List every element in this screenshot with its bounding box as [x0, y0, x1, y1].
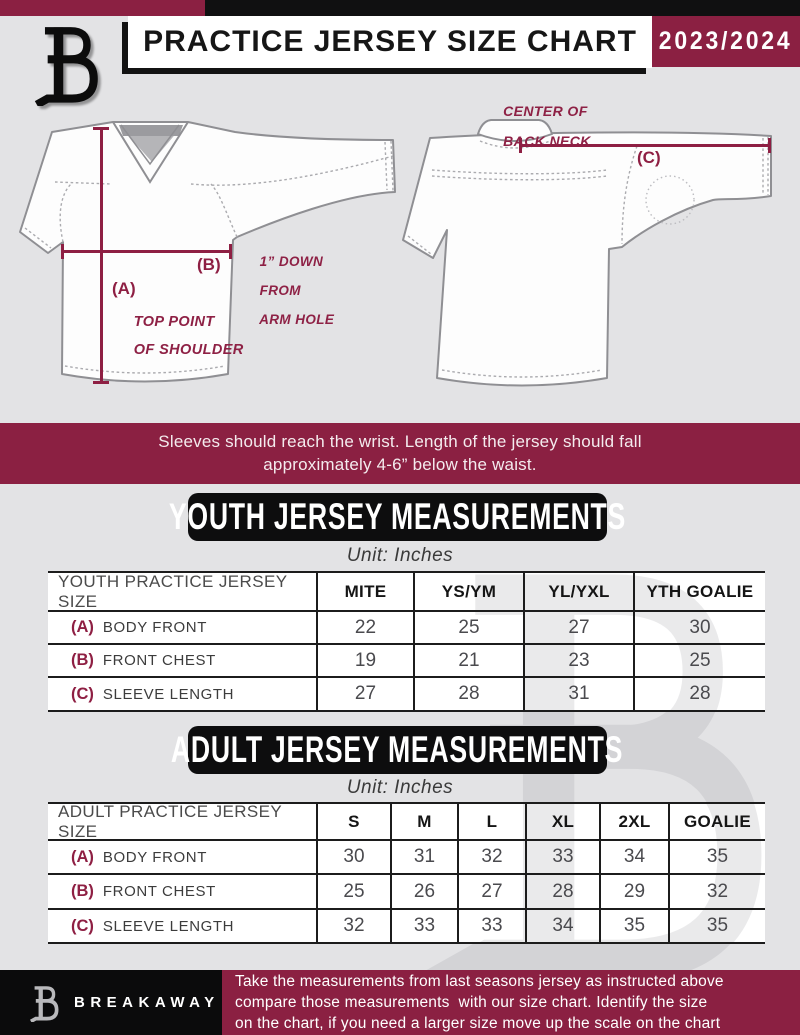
row-label: [48, 873, 316, 908]
row-label: [48, 610, 316, 643]
size-value: 28: [525, 873, 599, 908]
footer-instructions: [222, 970, 800, 1035]
column-header-goalie: GOALIE: [668, 804, 765, 839]
fit-note-line-2: approximately 4-6” below the waist.: [263, 455, 537, 474]
size-value: 21: [413, 643, 523, 676]
column-header-m: M: [390, 804, 457, 839]
row-name: FRONT CHEST: [102, 883, 216, 900]
fit-note-banner: [0, 423, 800, 484]
column-header-mite: MITE: [316, 573, 413, 610]
size-value: 33: [457, 908, 525, 942]
measure-a-line: [100, 129, 103, 383]
youth-size-table: [48, 571, 765, 712]
breakaway-b-logo-icon: [30, 22, 106, 106]
size-value: 30: [633, 610, 765, 643]
row-name: BODY FRONT: [102, 619, 207, 636]
adult-unit-label: Unit: Inches: [346, 777, 454, 798]
size-value: 26: [390, 873, 457, 908]
size-value: 34: [599, 839, 668, 873]
footer-note-line: Take the measurements from last seasons jersey as instructed above: [235, 973, 724, 990]
measure-b-cap-left: [61, 244, 64, 259]
youth-section-banner: [168, 493, 627, 541]
column-header-l: L: [457, 804, 525, 839]
size-value: 27: [316, 676, 413, 710]
measure-c-cap-right: [768, 138, 771, 153]
size-value: 33: [390, 908, 457, 942]
row-key: (C): [71, 916, 94, 935]
breakaway-b-logo-icon: [28, 984, 62, 1022]
season-label: 2023/2024: [659, 27, 793, 55]
size-value: 25: [633, 643, 765, 676]
brand-name: BREAKAWAY: [74, 994, 220, 1011]
adult-table-grid: [48, 804, 765, 942]
size-value: 23: [523, 643, 633, 676]
size-value: 29: [599, 873, 668, 908]
page-title: PRACTICE JERSEY SIZE CHART: [143, 25, 637, 58]
size-value: 33: [525, 839, 599, 873]
row-key: (A): [71, 847, 94, 866]
fit-note-line-1: Sleeves should reach the wrist. Length of the jersey should fall: [158, 432, 642, 451]
label-a: (A): [112, 279, 136, 298]
column-header-2xl: 2XL: [599, 804, 668, 839]
column-header-yl-yxl: YL/YXL: [523, 573, 633, 610]
label-c-note: CENTER OF BACK NECK: [503, 103, 591, 149]
footer: [0, 970, 800, 1035]
top-maroon-strip: [0, 0, 205, 16]
size-value: 32: [457, 839, 525, 873]
youth-banner-title: YOUTH JERSEY MEASUREMENTS: [168, 496, 627, 537]
size-value: 25: [413, 610, 523, 643]
measure-a-cap-top: [93, 127, 109, 130]
column-header-s: S: [316, 804, 390, 839]
adult-banner-title: ADULT JERSEY MEASUREMENTS: [171, 729, 624, 770]
measure-b-line: [62, 250, 232, 253]
size-value: 28: [633, 676, 765, 710]
column-header-yth-goalie: YTH GOALIE: [633, 573, 765, 610]
season-badge: [652, 16, 800, 67]
size-value: 19: [316, 643, 413, 676]
label-b: (B): [197, 255, 221, 274]
size-value: 27: [523, 610, 633, 643]
column-header-xl: XL: [525, 804, 599, 839]
row-label: [48, 643, 316, 676]
row-key: (B): [71, 882, 94, 900]
row-label: [48, 839, 316, 873]
top-black-strip: [205, 0, 800, 16]
title-bar: [128, 16, 652, 68]
table-size-header: ADULT PRACTICE JERSEY SIZE: [58, 802, 282, 841]
row-key: (B): [71, 651, 94, 669]
row-key: (A): [71, 618, 94, 636]
size-value: 30: [316, 839, 390, 873]
adult-size-table: [48, 802, 765, 944]
measure-b-cap-right: [229, 244, 232, 259]
row-label: [48, 676, 316, 710]
size-value: 32: [316, 908, 390, 942]
row-name: BODY FRONT: [102, 848, 207, 866]
size-value: 34: [525, 908, 599, 942]
footer-note-line: compare those measurements with our size chart. Identify the size: [235, 994, 708, 1011]
table-size-header: YOUTH PRACTICE JERSEY SIZE: [58, 571, 288, 611]
row-name: SLEEVE LENGTH: [102, 685, 235, 703]
measure-a-cap-bottom: [93, 381, 109, 384]
size-value: 32: [668, 873, 765, 908]
size-value: 35: [668, 839, 765, 873]
adult-section-banner: [171, 726, 624, 774]
label-c: (C): [637, 148, 661, 167]
size-value: 28: [413, 676, 523, 710]
size-value: 31: [390, 839, 457, 873]
youth-table-grid: [48, 573, 765, 710]
row-label: [48, 908, 316, 942]
row-name: FRONT CHEST: [102, 652, 216, 669]
size-value: 35: [599, 908, 668, 942]
label-a-note: TOP POINT OF SHOULDER: [133, 314, 244, 358]
size-value: 25: [316, 873, 390, 908]
size-value: 35: [668, 908, 765, 942]
label-b-note: 1” DOWN FROM ARM HOLE: [259, 253, 335, 327]
size-value: 27: [457, 873, 525, 908]
youth-unit-label: Unit: Inches: [346, 545, 454, 566]
row-key: (C): [71, 684, 94, 703]
size-value: 22: [316, 610, 413, 643]
column-header-ys-ym: YS/YM: [413, 573, 523, 610]
size-value: 31: [523, 676, 633, 710]
row-name: SLEEVE LENGTH: [102, 917, 235, 935]
footer-brand-block: [0, 970, 222, 1035]
footer-note-line: on the chart, if you need a larger size move up the scale on the chart: [235, 1015, 721, 1032]
back-jersey-diagram: [398, 108, 792, 418]
